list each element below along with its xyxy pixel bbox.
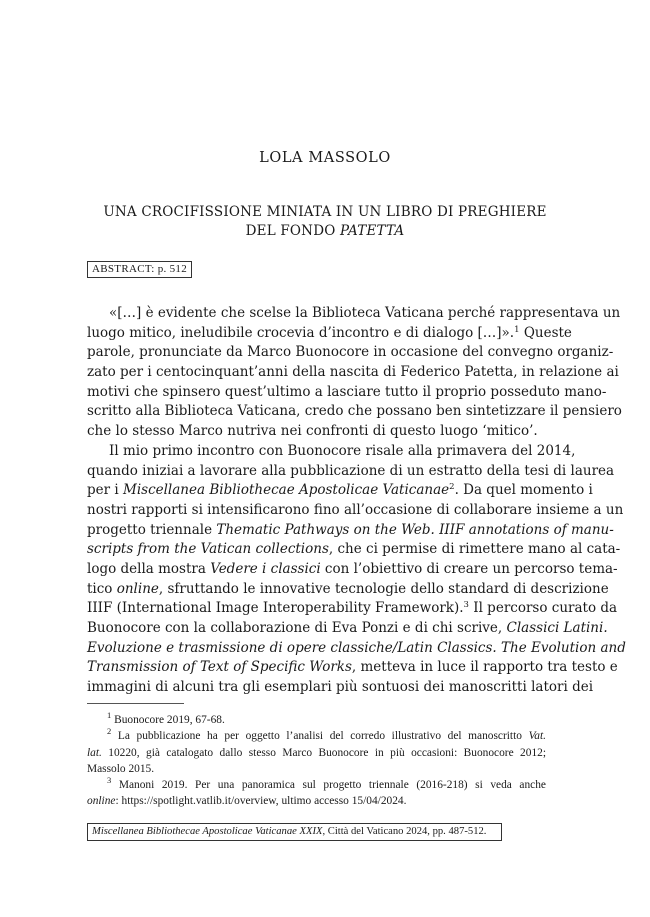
author-name: LOLA MASSOLO <box>259 150 391 166</box>
footnote-2-cont: lat. 10220, già catalogato dallo stesso Marco Buonocore in più occasioni: Buonocore 2012; <box>87 746 546 759</box>
overview-link[interactable]: : https://spotlight.vatlib.it/overview, ultimo accesso 15/04/2024. <box>115 795 407 808</box>
footnote-1: $^1$ Buonocore 2019, 67-68. <box>107 710 225 726</box>
text-line: scritto alla Biblioteca Vaticana, credo che possano ben sintetizzare il pensiero <box>87 403 622 420</box>
text-line: zato per i centocinquant’anni della nascita di Federico Patetta, in relazione ai <box>87 364 619 381</box>
text-line: tico online, sfruttando le innovative tecnologie dello standard di descrizione <box>87 580 609 597</box>
text-line: scripts from the Vatican collections, che ci permise di rimettere mano al cata- <box>87 541 621 558</box>
footnote-ref-1[interactable]: 1 <box>514 324 520 335</box>
article-title <box>80 203 570 241</box>
abstract-link[interactable]: ABSTRACT: p. 512 <box>87 261 192 278</box>
citation-footer: Miscellanea Bibliothecae Apostolicae Vaticanae XXIX, Città del Vaticano 2024, pp. 487-512. <box>87 823 502 841</box>
footnote-ref-2[interactable]: 2 <box>449 482 455 493</box>
text-line: Il mio primo incontro con Buonocore risale alla primavera del 2014, <box>109 442 576 459</box>
footnote-3: $^3$ Manoni 2019. Per una panoramica sul progetto triennale (2016-218) si veda anche <box>107 775 546 792</box>
body-text <box>87 304 626 698</box>
footnote-3-cont: online: https://spotlight.vatlib.it/overview, ultimo accesso 15/04/2024. <box>87 795 407 808</box>
text-line: che lo stesso Marco nutriva nei confronti di questo luogo ‘mitico’. <box>87 423 538 440</box>
text-line: nostri rapporti si intensificarono fino all’occasione di collaborare insieme a un <box>87 501 624 518</box>
title-line-2: DEL FONDO PATETTA <box>245 223 405 239</box>
text-line: Transmission of Text of Specific Works, metteva in luce il rapporto tra testo e <box>87 659 618 676</box>
text-line: «[…] è evidente che scelse la Biblioteca Vaticana perché rappresentava un <box>109 305 621 321</box>
footnote-separator <box>87 703 184 704</box>
text-line: Buonocore con la collaborazione di Eva Ponzi e di chi scrive, Classici Latini. <box>87 620 608 636</box>
text-line: progetto triennale Thematic Pathways on the Web. IIIF annotations of manu- <box>87 521 614 538</box>
text-line: motivi che spinsero quest’ultimo a lasciare tutto il proprio posseduto mano- <box>87 383 607 400</box>
footnote-2: $^2$ La pubblicazione ha per oggetto l’analisi del corredo illustrativo del manoscritto Vat. <box>107 726 546 743</box>
footnotes <box>87 712 546 810</box>
text-line: logo della mostra Vedere i classici con l’obiettivo di creare un percorso tema- <box>87 560 618 577</box>
text-line: Evoluzione e trasmissione di opere classiche/Latin Classics. The Evolution and <box>87 639 626 656</box>
text-line: per i Miscellanea Bibliothecae Apostolicae Vaticanae$^2$. Da quel momento i <box>87 482 593 499</box>
text-line: quando iniziai a lavorare alla pubblicazione di un estratto della tesi di laurea <box>87 462 615 479</box>
title-line-1: UNA CROCIFISSIONE MINIATA IN UN LIBRO DI PREGHIERE <box>103 204 547 220</box>
text-line: immagini di alcuni tra gli esemplari più sontuosi dei manoscritti latori dei <box>87 679 594 696</box>
text-line: parole, pronunciate da Marco Buonocore in occasione del convegno organiz- <box>87 344 614 361</box>
text-line: IIIF (International Image Interoperability Framework).$^3$ Il percorso curato da <box>87 600 618 617</box>
text-line: luogo mitico, ineludibile crocevia d’incontro e di dialogo […]».$^1$ Queste <box>87 324 572 341</box>
footnote-2-cont: Massolo 2015. <box>87 762 155 775</box>
footnote-ref-3[interactable]: 3 <box>463 600 469 611</box>
